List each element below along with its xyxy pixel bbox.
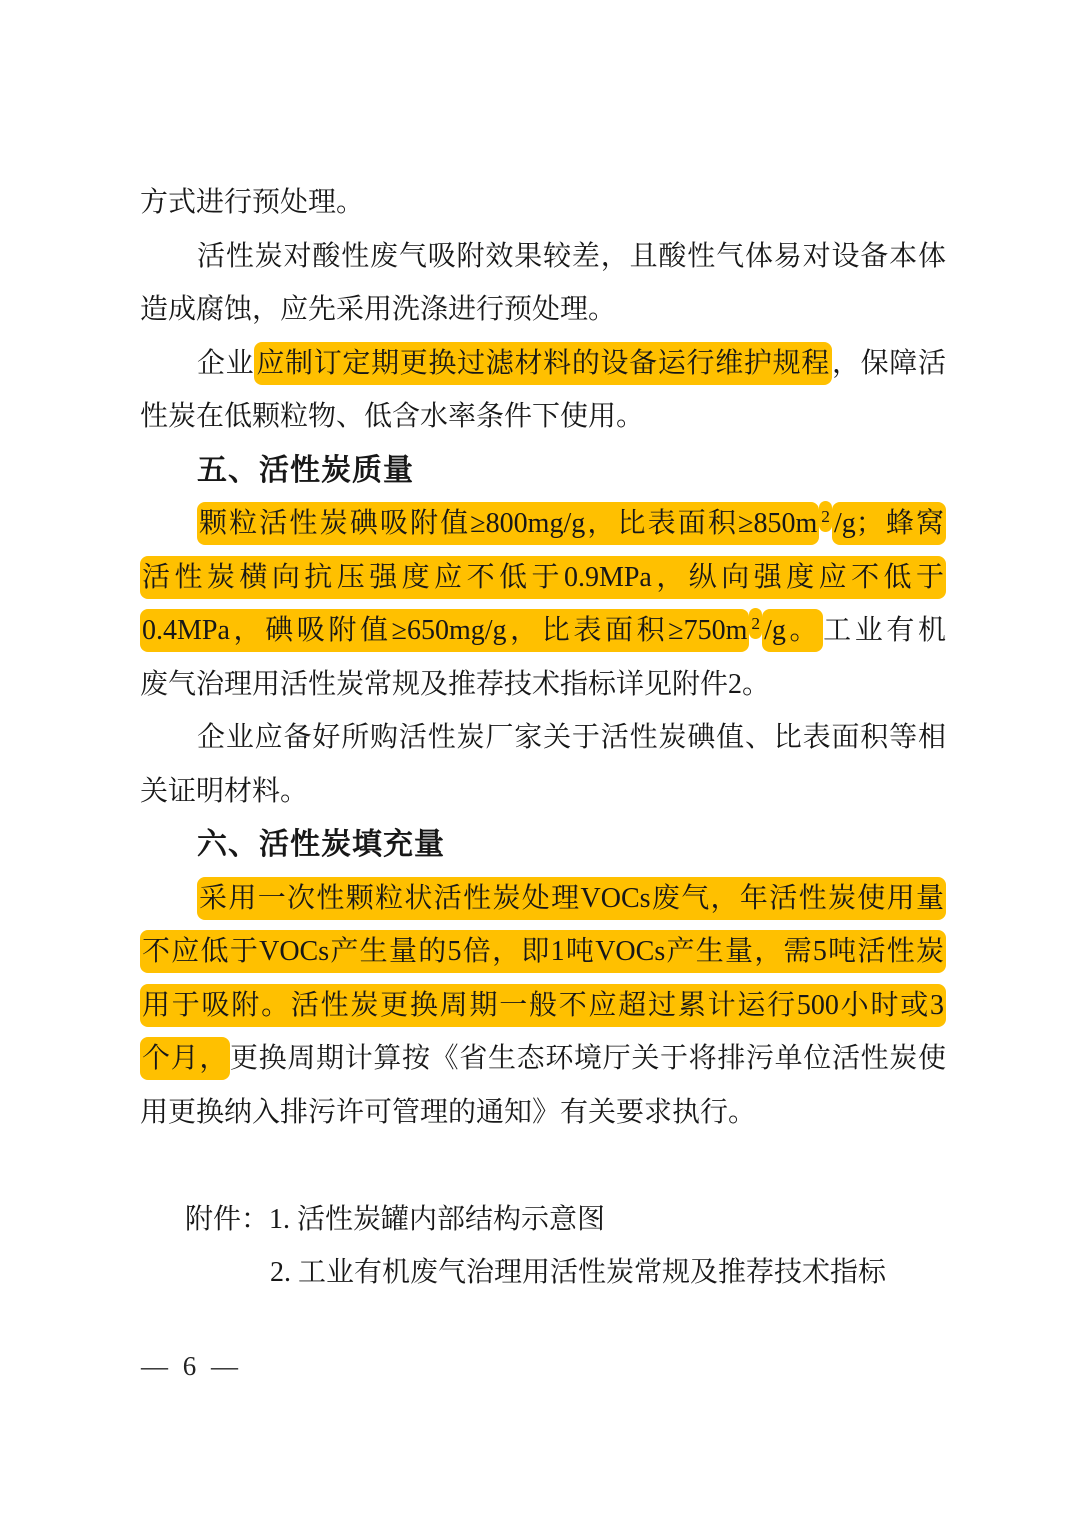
highlighted-text: 应制订定期更换过滤材料的设备运行维护规程	[254, 342, 832, 385]
text-line	[140, 176, 946, 230]
text-segment: 企业	[197, 347, 255, 379]
text-line	[140, 1193, 946, 1247]
text-segment: 废气治理用活性炭常规及推荐技术指标详见附件2。	[140, 668, 771, 700]
highlighted-text: 不应低于VOCs产生量的5倍，即1吨VOCs产生量，需5吨活性炭	[140, 930, 946, 973]
text-line	[140, 1032, 946, 1086]
text-line	[140, 979, 946, 1033]
text-segment: 造成腐蚀，应先采用洗涤进行预处理。	[140, 294, 617, 325]
text-segment: 更换周期计算按《省生态环境厅关于将排污单位活性炭使	[230, 1043, 946, 1074]
text-line	[140, 337, 946, 391]
text-line	[140, 390, 946, 444]
highlighted-text: 0.4MPa，碘吸附值≥650mg/g，比表面积≥750m	[140, 609, 749, 652]
document-body	[140, 176, 946, 1300]
text-line	[140, 1246, 946, 1300]
text-segment: 工业有机	[823, 615, 946, 646]
text-line	[140, 1086, 946, 1140]
text-segment: ，保障活	[831, 347, 946, 379]
highlighted-text: 个月，	[140, 1037, 230, 1080]
text-line	[140, 925, 946, 979]
text-segment: 用更换纳入排污许可管理的通知》有关要求执行。	[140, 1096, 757, 1128]
highlighted-text: 采用一次性颗粒状活性炭处理VOCs废气，年活性炭使用量	[197, 877, 946, 920]
highlighted-text: /g；蜂窝	[832, 502, 946, 545]
text-segment: 2. 工业有机废气治理用活性炭常规及推荐技术指标	[270, 1257, 887, 1288]
text-line	[140, 230, 946, 284]
text-segment: 五、活性炭质量	[197, 453, 414, 487]
text-line	[140, 604, 946, 658]
text-line	[140, 658, 946, 712]
text-line	[140, 551, 946, 605]
text-line	[140, 497, 946, 551]
highlighted-text: 颗粒活性炭碘吸附值≥800mg/g，比表面积≥850m	[197, 502, 819, 545]
text-segment: 企业应备好所购活性炭厂家关于活性炭碘值、比表面积等相	[197, 722, 946, 753]
highlighted-text: 活性炭横向抗压强度应不低于0.9MPa，纵向强度应不低于	[140, 556, 946, 599]
section-heading	[140, 444, 946, 498]
text-segment: 六、活性炭填充量	[197, 828, 445, 861]
text-line	[140, 283, 946, 337]
highlighted-text: /g。	[762, 609, 823, 652]
text-line	[140, 872, 946, 926]
text-segment: 性炭在低颗粒物、低含水率条件下使用。	[140, 401, 645, 432]
text-segment: 活性炭对酸性废气吸附效果较差，且酸性气体易对设备本体	[197, 240, 946, 272]
highlighted-text: 用于吸附。活性炭更换周期一般不应超过累计运行500小时或3	[140, 984, 946, 1027]
text-line	[140, 711, 946, 765]
highlighted-text: 2	[749, 608, 762, 639]
blank-line	[140, 1139, 946, 1193]
text-line	[140, 765, 946, 819]
text-segment: 方式进行预处理。	[140, 187, 365, 218]
section-heading	[140, 818, 946, 872]
text-segment: 附件：1. 活性炭罐内部结构示意图	[185, 1203, 606, 1235]
page-number: — 6 —	[141, 1351, 242, 1381]
text-segment: 关证明材料。	[140, 775, 309, 807]
page-footer	[141, 1348, 242, 1384]
highlighted-text: 2	[819, 501, 832, 532]
